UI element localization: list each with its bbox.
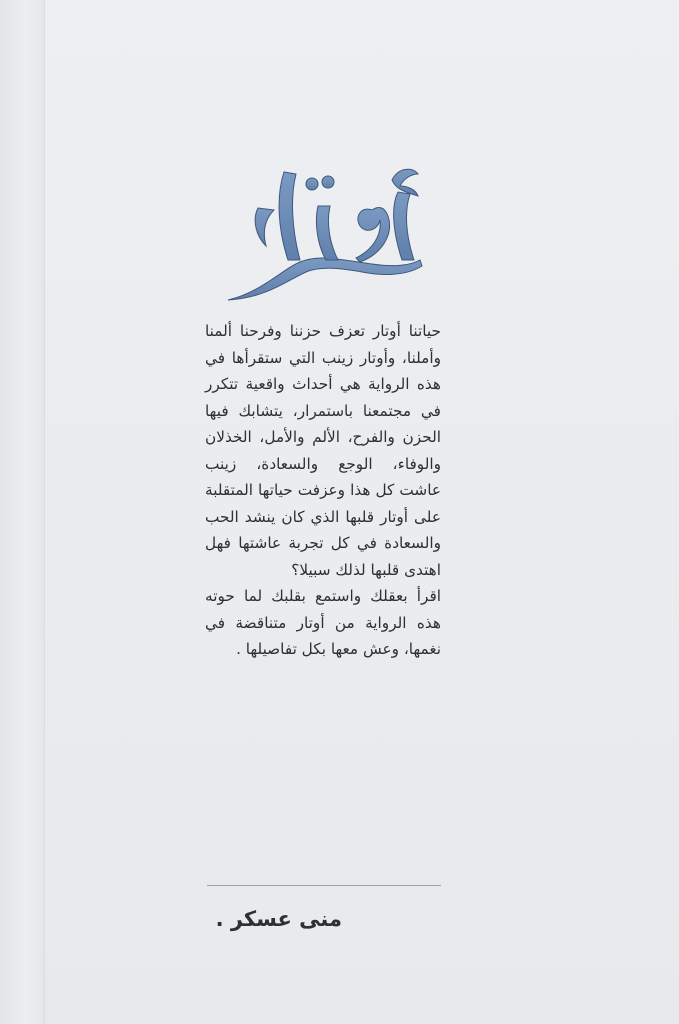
calligraphy-title-art [222, 150, 428, 306]
back-cover-blurb [205, 318, 441, 663]
blurb-paragraph-2: اقرأ بعقلك واستمع بقلبك لما حوته هذه الرواية من أوتار متناقضة في نغمها، وعش معها بكل تفاصيلها . [205, 587, 441, 658]
blurb-paragraph-1: حياتنا أوتار تعزف حزننا وفرحنا ألمنا وأملنا، وأوتار زينب التي ستقرأها في هذه الرواية هي أحداث واقعية تتكرر في مجتمعنا باستمرار، يتشابك فيها الحزن والفرح، الألم والأمل، الخذلان والوفاء، الوجع والسعادة، زينب عاشت كل هذا وعزفت حياتها المتقلبة على أوتار قلبها الذي كان ينشد الحب والسعادة في كل تجربة عاشتها فهل اهتدى قلبها لذلك سبيلا؟ [205, 322, 441, 579]
divider-line [207, 885, 441, 886]
spine-fold [0, 0, 45, 1024]
title-calligraphy-logo [222, 150, 428, 306]
author-name: منى عسكر . [215, 907, 342, 931]
